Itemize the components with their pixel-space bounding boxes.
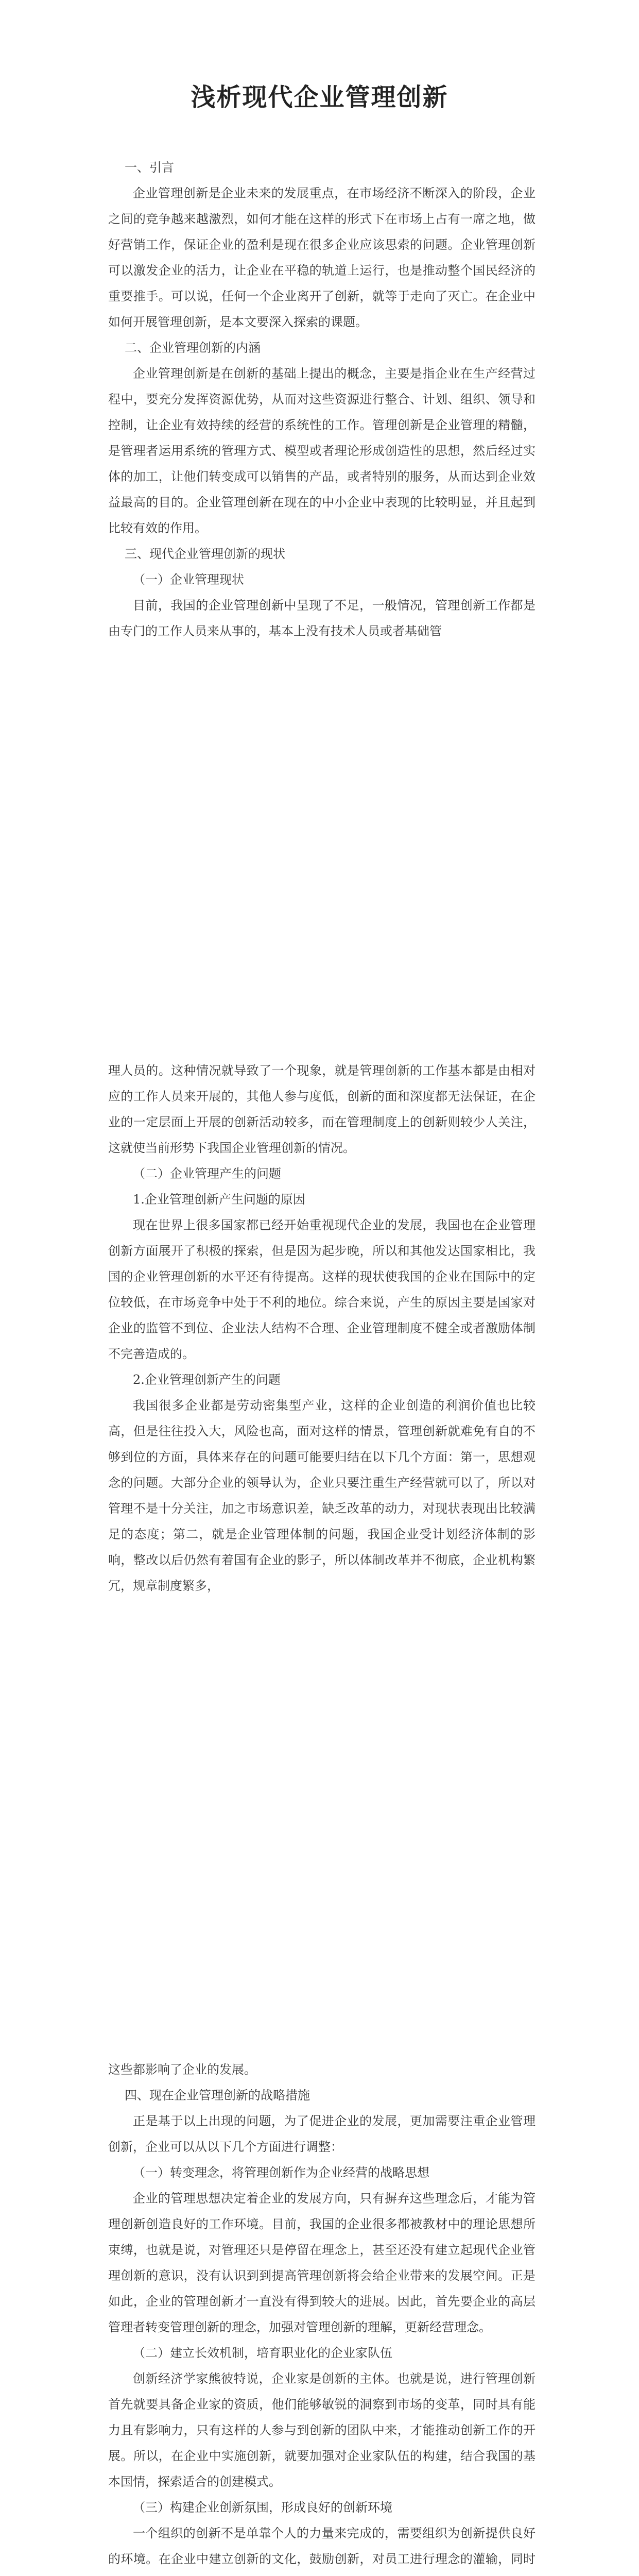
section-heading: 一、引言 [125, 160, 174, 175]
section-heading: 二、企业管理创新的内涵 [125, 341, 261, 355]
paragraph: 一个组织的创新不是单靠个人的力量来完成的，需要组织为创新提供良好的环境。在企业中建立创新的文化，鼓励创新，对员工进行理念的灌输，同时 [108, 2526, 536, 2566]
paragraph: 企业管理创新是企业未来的发展重点，在市场经济不断深入的阶段，企业之间的竞争越来越激烈，如何才能在这样的形式下在市场上占有一席之地，做好营销工作，保证企业的盈利是现在很多企业应该思索的问题。企业管理创新可以激发企业的活力，让企业在平稳的轨道上运行，也是推动整个国民经济的重要推手。可以说，任何一个企业离开了创新，就等于走向了灭亡。在企业中如何开展管理创新，是本文要深入探索的课题。 [108, 186, 536, 329]
subsection-heading: （三）构建企业创新氛围，形成良好的创新环境 [133, 2500, 392, 2515]
text-block-3 [108, 2057, 536, 2576]
section-heading: 三、现代企业管理创新的现状 [125, 547, 285, 561]
subsection-heading: （二）建立长效机制，培育职业化的企业家队伍 [133, 2346, 392, 2360]
numbered-heading: 2.企业管理创新产生的问题 [133, 1372, 281, 1387]
section-heading: 四、现在企业管理创新的战略措施 [125, 2088, 310, 2103]
paragraph: 目前，我国的企业管理创新中呈现了不足，一般情况，管理创新工作都是由专门的工作人员来从事的，基本上没有技术人员或者基础管 [108, 598, 536, 638]
article-title: 浅析现代企业管理创新 [191, 83, 448, 112]
numbered-heading: 1.企业管理创新产生问题的原因 [133, 1192, 305, 1207]
subsection-heading: （一）企业管理现状 [133, 572, 244, 587]
subsection-heading: （二）企业管理产生的问题 [133, 1166, 281, 1181]
paragraph: 创新经济学家熊彼特说，企业家是创新的主体。也就是说，进行管理创新首先就要具备企业家的资质，他们能够敏锐的洞察到市场的变革，同时具有能力且有影响力，只有这样的人参与到创新的团队中来，才能推动创新工作的开展。所以，在企业中实施创新，就要加强对企业家队伍的构建，结合我国的基本国情，探索适合的创建模式。 [108, 2371, 536, 2489]
text-block-2 [108, 1058, 536, 1599]
paragraph: 正是基于以上出现的问题，为了促进企业的发展，更加需要注重企业管理创新，企业可以从以下几个方面进行调整： [108, 2114, 536, 2154]
subsection-heading: （一）转变理念，将管理创新作为企业经营的战略思想 [133, 2165, 429, 2180]
paragraph: 这些都影响了企业的发展。 [108, 2062, 256, 2077]
paragraph: 我国很多企业都是劳动密集型产业，这样的企业创造的利润价值也比较高，但是往往投入大，风险也高，面对这样的情景，管理创新就难免有自的不够到位的方面，具体来存在的问题可能要归结在以下几个方面：第一，思想观念的问题。大部分企业的领导认为，企业只要注重生产经营就可以了，所以对管理不是十分关注，加之市场意识差，缺乏改革的动力，对现状表现出比较满足的态度；第二，就是企业管理体制的问题，我国企业受计划经济体制的影响，整改以后仍然有着国有企业的影子，所以体制改革并不彻底，企业机构繁冗，规章制度繁多， [108, 1398, 536, 1593]
paragraph: 理人员的。这种情况就导致了一个现象，就是管理创新的工作基本都是由相对应的工作人员来开展的，其他人参与度低，创新的面和深度都无法保证，在企业的一定层面上开展的创新活动较多，而在管理制度上的创新则较少人关注，这就使当前形势下我国企业管理创新的情况。 [108, 1063, 536, 1155]
paragraph: 企业管理创新是在创新的基础上提出的概念，主要是指企业在生产经营过程中，要充分发挥资源优势，从而对这些资源进行整合、计划、组织、领导和控制，让企业有效持续的经营的系统性的工作。管理创新是企业管理的精髓，是管理者运用系统的管理方式、模型或者理论形成创造性的思想，然后经过实体的加工，让他们转变成可以销售的产品，或者特别的服务，从而达到企业效益最高的目的。企业管理创新在现在的中小企业中表现的比较明显，并且起到比较有效的作用。 [108, 366, 536, 535]
paragraph: 企业的管理思想决定着企业的发展方向，只有摒弃这些理念后，才能为管理创新创造良好的工作环境。目前，我国的企业很多都被教材中的理论思想所束缚，也就是说，对管理还只是停留在理念上，甚至还没有建立起现代企业管理创新的意识，没有认识到到提高管理创新将会给企业带来的发展空间。正是如此，企业的管理创新才一直没有得到较大的进展。因此，首先要企业的高层管理者转变管理创新的理念，加强对管理创新的理解，更新经营理念。 [108, 2191, 536, 2334]
text-block-1 [108, 155, 536, 644]
paragraph: 现在世界上很多国家都已经开始重视现代企业的发展，我国也在企业管理创新方面展开了积极的探索，但是因为起步晚，所以和其他发达国家相比，我国的企业管理创新的水平还有待提高。这样的现状使我国的企业在国际中的定位较低，在市场竞争中处于不利的地位。综合来说，产生的原因主要是国家对企业的监管不到位、企业法人结构不合理、企业管理制度不健全或者激励体制不完善造成的。 [108, 1218, 536, 1361]
